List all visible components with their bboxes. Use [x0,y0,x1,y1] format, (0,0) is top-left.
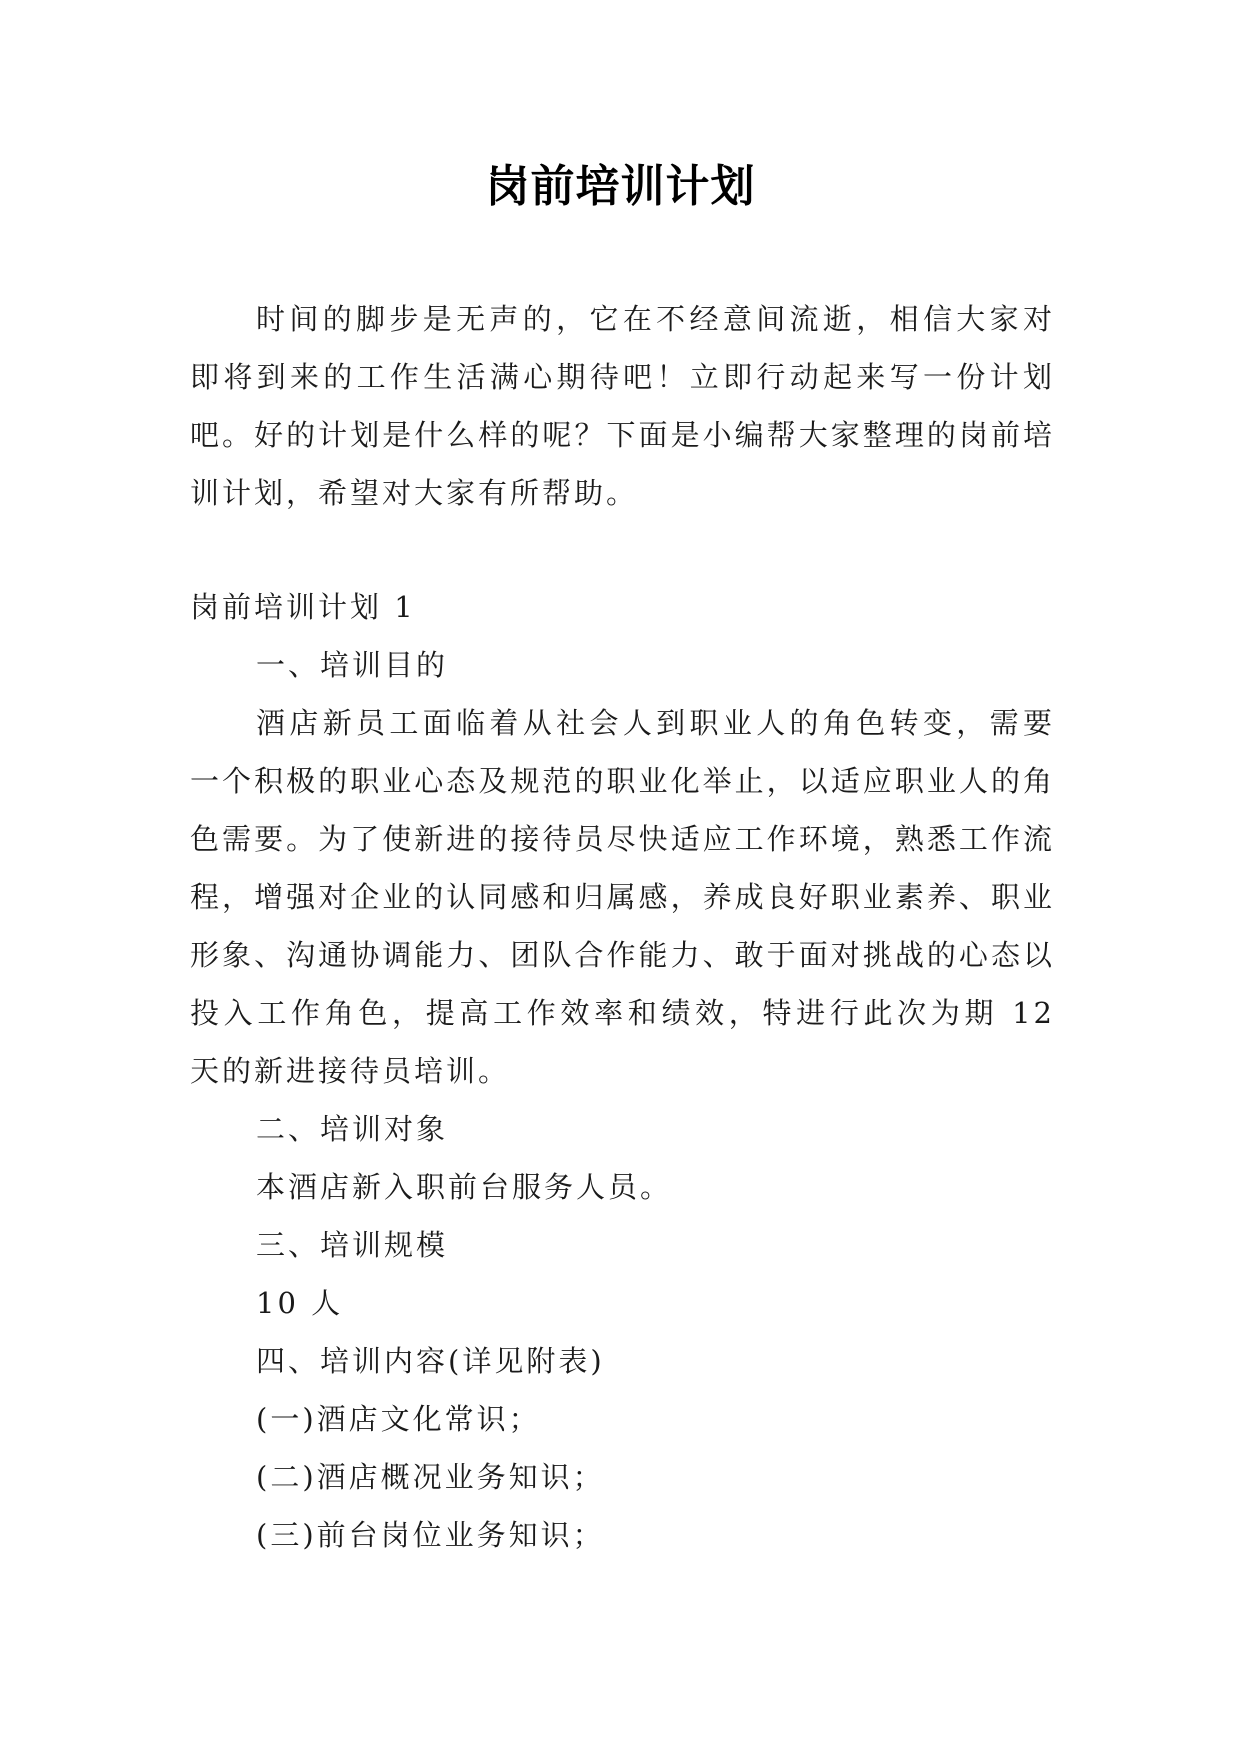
content-item: (三)前台岗位业务知识； [256,1518,605,1552]
content-item: (二)酒店概况业务知识； [256,1460,605,1494]
heading-content: 四、培训内容(详见附表) [256,1344,605,1378]
content-item: (一)酒店文化常识； [256,1402,541,1436]
intro-paragraph: 时间的脚步是无声的，它在不经意间流逝，相信大家对即将到来的工作生活满心期待吧！立即行动起来写一份计划吧。好的计划是什么样的呢？下面是小编帮大家整理的岗前培训计划，希望对大家有所帮助。 [190,302,1055,510]
plan-section [190,578,1055,1564]
heading-purpose: 一、培训目的 [256,648,449,682]
purpose-paragraph: 酒店新员工面临着从社会人到职业人的角色转变，需要一个积极的职业心态及规范的职业化举止，以适应职业人的角色需要。为了使新进的接待员尽快适应工作环境，熟悉工作流程，增强对企业的认同感和归属感，养成良好职业素养、职业形象、沟通协调能力、团队合作能力、敢于面对挑战的心态以投入工作角色，提高工作效率和绩效，特进行此次为期 12 天的新进接待员培训。 [190,706,1055,1088]
document-title: 岗前培训计划 [485,161,756,212]
section-title: 岗前培训计划 1 [190,590,416,624]
heading-scale: 三、培训规模 [256,1228,449,1262]
heading-target: 二、培训对象 [256,1112,449,1146]
target-paragraph: 本酒店新入职前台服务人员。 [256,1170,673,1204]
scale-paragraph: 10 人 [256,1286,344,1320]
